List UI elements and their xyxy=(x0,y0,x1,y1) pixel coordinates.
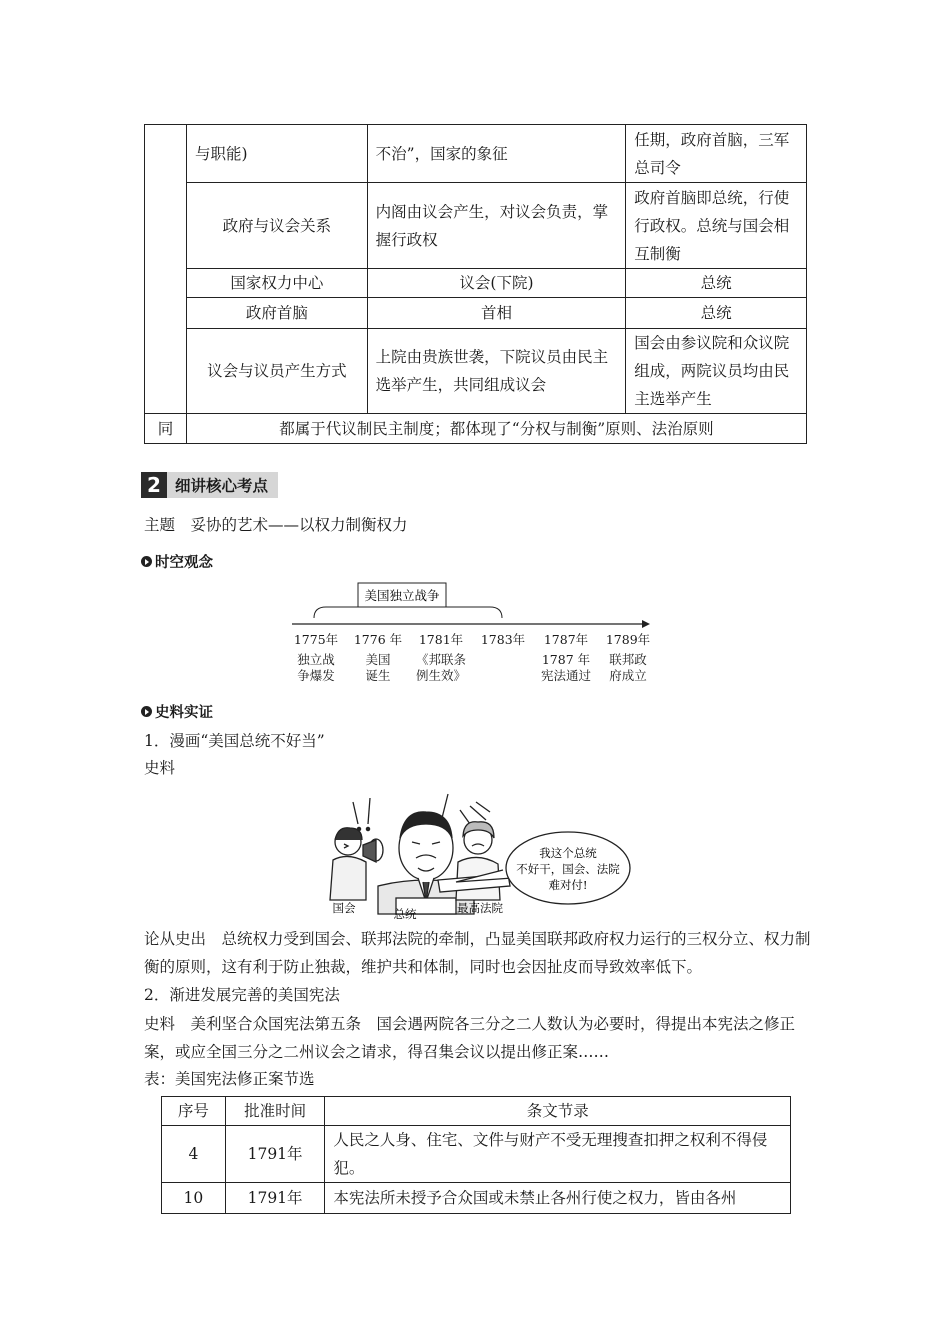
amendment-table xyxy=(161,1096,791,1214)
us-cell: 政府首脑即总统，行使行政权。总统与国会相互制衡 xyxy=(626,183,807,269)
table-row xyxy=(145,125,807,183)
theme-line: 主题 妥协的艺术——以权力制衡权力 xyxy=(144,516,408,534)
section-number: 2 xyxy=(141,472,167,498)
us-cell: 国会由参议院和众议院组成，两院议员均由民主选举产生 xyxy=(626,329,807,414)
source-label: 史料 xyxy=(144,759,176,777)
diff-label-cell xyxy=(145,125,187,414)
item1-title: 1．漫画“美国总统不好当” xyxy=(144,732,325,750)
timeline-year: 1783年 xyxy=(480,632,526,647)
play-icon xyxy=(141,706,152,717)
table-row xyxy=(145,269,807,298)
uk-cell: 首相 xyxy=(367,298,626,329)
item-cell: 政府与议会关系 xyxy=(186,183,367,269)
text-cell: 本宪法所未授予合众国或未禁止各州行使之权力，皆由各州 xyxy=(325,1183,791,1214)
marker-label: 时空观念 xyxy=(155,555,213,571)
timeline-event-text: 独立战 xyxy=(297,652,335,667)
speech-line: 难对付! xyxy=(548,878,588,892)
marker-heading xyxy=(141,551,213,572)
date-cell: 1791年 xyxy=(225,1183,325,1214)
timeline-graphic xyxy=(290,580,660,628)
timeline-event-text: 《邦联条 xyxy=(415,652,466,667)
marker-heading xyxy=(141,701,213,722)
uk-cell: 不治”，国家的象征 xyxy=(367,125,626,183)
timeline-bracket-label: 美国独立战争 xyxy=(364,588,440,603)
item2-title: 2．渐进发展完善的美国宪法 xyxy=(144,986,340,1004)
section-title: 细讲核心考点 xyxy=(167,472,278,498)
timeline-event-text: 府成立 xyxy=(609,668,647,683)
same-text-cell: 都属于代议制民主制度；都体现了“分权与制衡”原则、法治原则 xyxy=(186,414,806,444)
item-cell: 国家权力中心 xyxy=(186,269,367,298)
table-row xyxy=(145,329,807,414)
marker-label: 史料实证 xyxy=(155,705,213,721)
header-cell: 批准时间 xyxy=(225,1097,325,1126)
table-row xyxy=(145,298,807,329)
label-court: 最高法院 xyxy=(457,901,503,915)
cartoon-illustration xyxy=(318,790,638,920)
timeline-event-text: 争爆发 xyxy=(297,668,335,683)
no-cell: 4 xyxy=(162,1126,226,1183)
timeline-event-text: 联邦政 xyxy=(609,652,647,667)
date-cell: 1791年 xyxy=(225,1126,325,1183)
table-row-same xyxy=(145,414,807,444)
same-label-cell: 同 xyxy=(145,414,187,444)
timeline-year: 1787年 xyxy=(543,632,589,647)
item-cell: 议会与议员产生方式 xyxy=(186,329,367,414)
item-cell: 政府首脑 xyxy=(186,298,367,329)
table-header-row xyxy=(162,1097,791,1126)
uk-cell: 内阁由议会产生，对议会负责，掌握行政权 xyxy=(367,183,626,269)
timeline-event-text: 诞生 xyxy=(365,668,391,683)
timeline-arrow-icon xyxy=(642,620,650,628)
comparison-table xyxy=(144,124,807,444)
text-cell: 人民之人身、住宅、文件与财产不受无理搜查扣押之权利不得侵犯。 xyxy=(325,1126,791,1183)
uk-cell: 上院由贵族世袭，下院议员由民主选举产生，共同组成议会 xyxy=(367,329,626,414)
timeline-event-text: 美国 xyxy=(365,652,391,667)
timeline-event-text: 1787 年 xyxy=(541,652,591,667)
no-cell: 10 xyxy=(162,1183,226,1214)
label-president: 总统 xyxy=(393,907,417,920)
timeline-year: 1789年 xyxy=(605,632,651,647)
table-row xyxy=(145,183,807,269)
timeline-event-text: 宪法通过 xyxy=(540,668,591,683)
section-heading xyxy=(141,472,278,498)
timeline-year: 1776 年 xyxy=(353,632,403,647)
header-cell: 序号 xyxy=(162,1097,226,1126)
uk-cell: 议会(下院) xyxy=(367,269,626,298)
us-cell: 任期，政府首脑，三军总司令 xyxy=(626,125,807,183)
label-congress: 国会 xyxy=(332,901,356,915)
us-cell: 总统 xyxy=(626,298,807,329)
table-row xyxy=(162,1183,791,1214)
speech-line: 我这个总统 xyxy=(539,846,597,860)
play-icon xyxy=(141,556,152,567)
timeline-year: 1781年 xyxy=(418,632,464,647)
timeline-event-text: 例生效》 xyxy=(415,668,466,683)
header-cell: 条文节录 xyxy=(325,1097,791,1126)
timeline-bracket xyxy=(314,607,502,618)
analysis-paragraph: 论从史出 总统权力受到国会、联邦法院的牵制，凸显美国联邦政府权力运行的三权分立、权力制衡的原则，这有利于防止独裁，维护共和体制，同时也会因扯皮而导致效率低下。 xyxy=(144,930,811,976)
table2-caption: 表：美国宪法修正案节选 xyxy=(144,1070,315,1088)
speech-line: 不好干，国会、法院 xyxy=(516,862,620,876)
table-row xyxy=(162,1126,791,1183)
us-cell: 总统 xyxy=(626,269,807,298)
item-cell: 与职能) xyxy=(186,125,367,183)
timeline-year: 1775年 xyxy=(293,632,339,647)
item2-source: 史料 美利坚合众国宪法第五条 国会遇两院各三分之二人数认为必要时，得提出本宪法之修正案，或应全国三分之二州议会之请求，得召集会议以提出修正案…… xyxy=(144,1015,796,1061)
